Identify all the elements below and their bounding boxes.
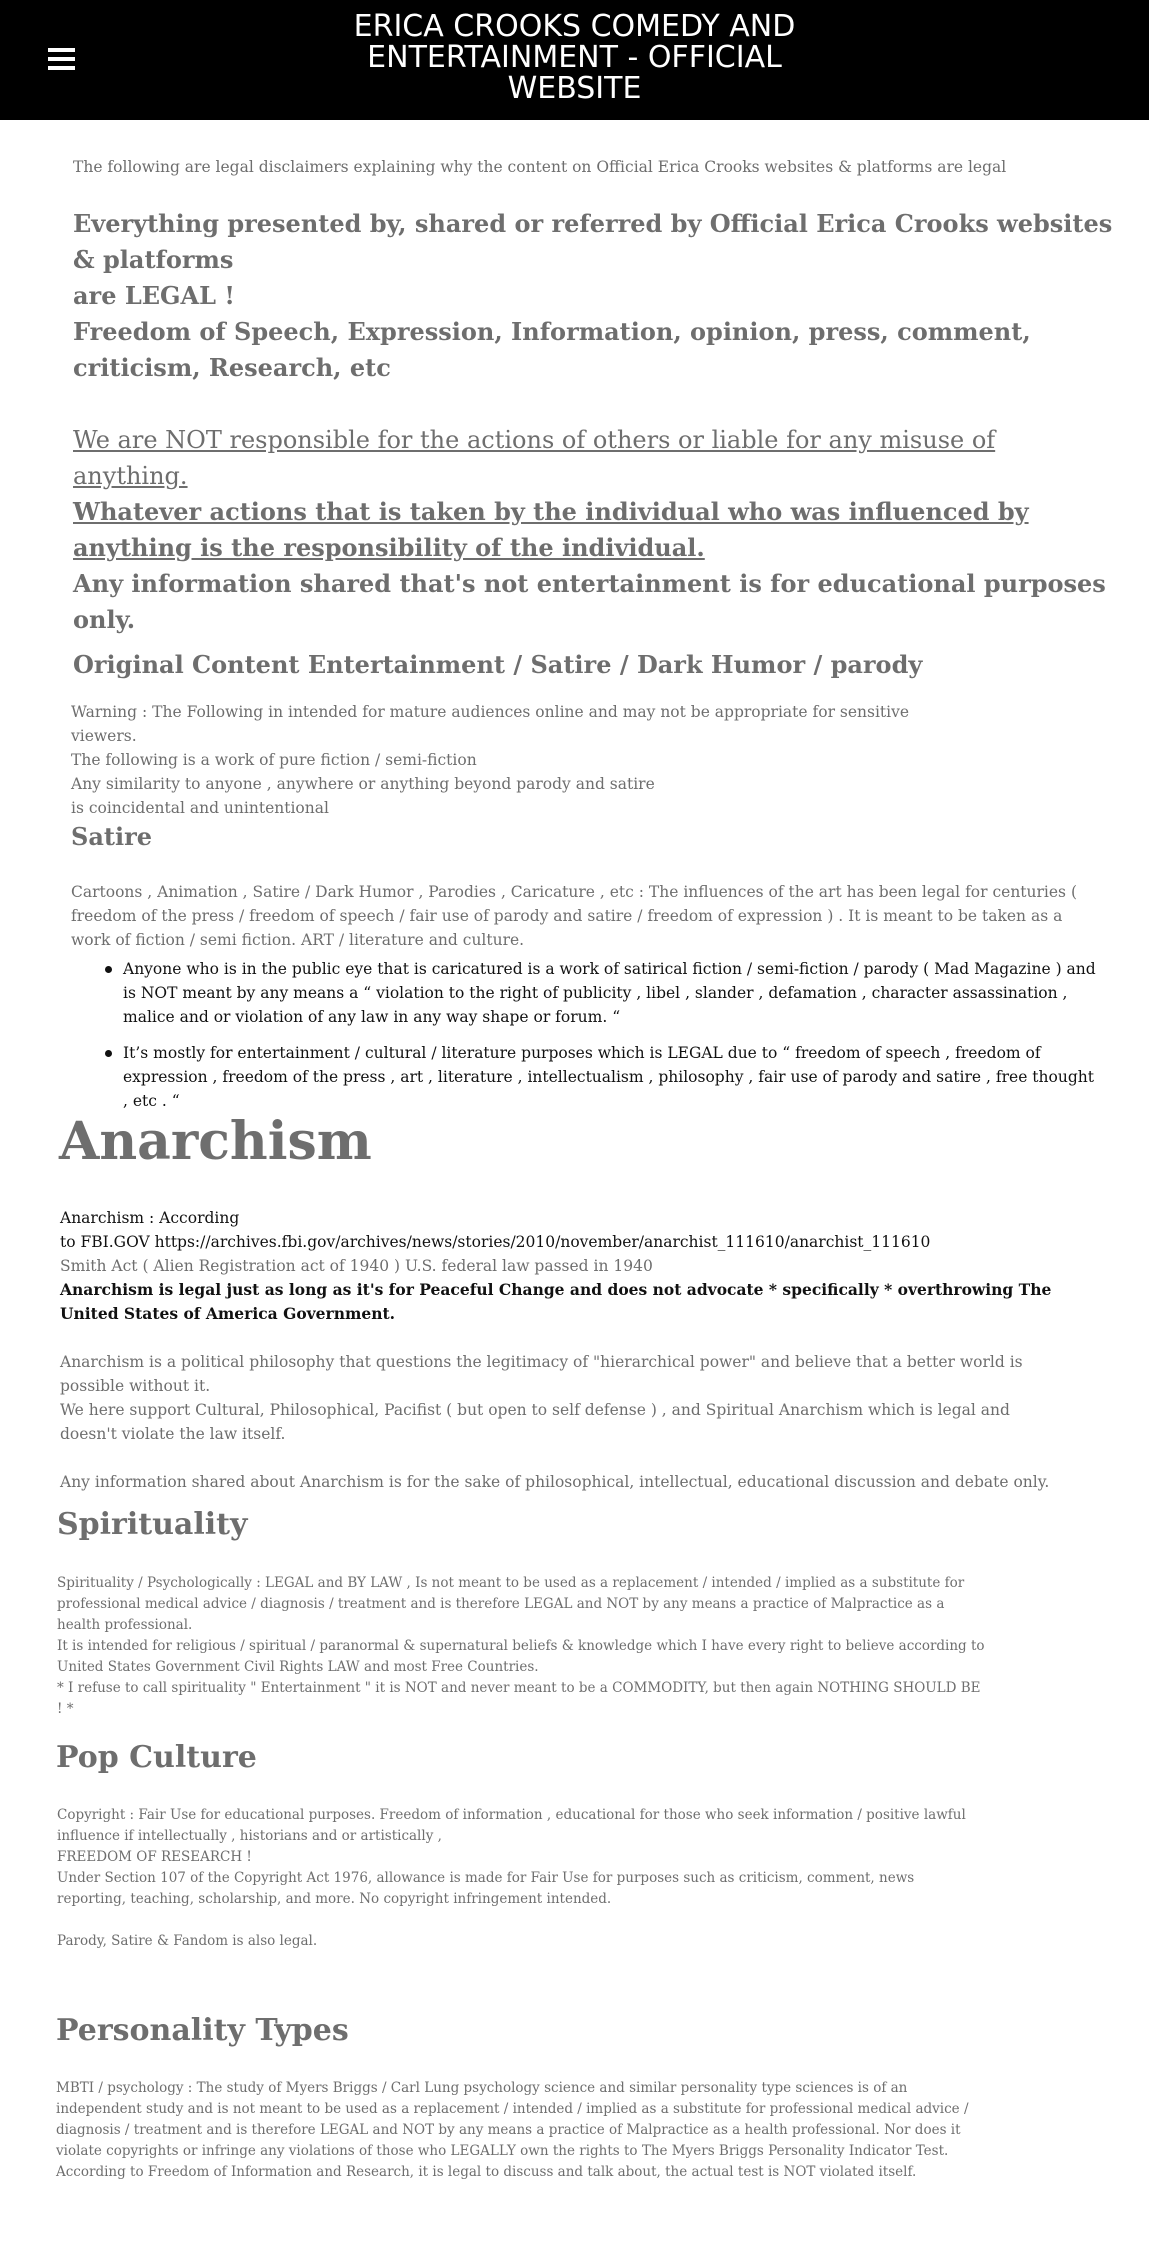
- list-item: It’s mostly for entertainment / cultural / literature purposes which is LEGAL due to “ freedom of speech , freedom of expression , freedom of the press , art , literature , intellectualism , philosophy , fair use of parody and satire , free thought , etc . “: [71, 1041, 1101, 1113]
- site-title[interactable]: ERICA CROOKS COMEDY AND ENTERTAINMENT - OFFICIAL WEBSITE: [353, 9, 796, 106]
- spirituality-paragraph: * I refuse to call spirituality " Entertainment " it is NOT and never meant to be a COMMODITY, but then again NOTHING SHOULD BE ! *: [57, 1680, 981, 1717]
- warning-line: Warning : The Following in intended for mature audiences online and may not be appropriate for sensitive viewers.: [71, 703, 910, 745]
- educational-line: Any information shared that's not entertainment is for educational purposes only.: [73, 569, 1106, 634]
- warning-line: Any similarity to anyone , anywhere or anything beyond parody and satire: [71, 775, 655, 793]
- anarchism-paragraph: Anarchism is a political philosophy that questions the legitimacy of "hierarchical power" and believe that a better world is possible without it.: [60, 1353, 1023, 1395]
- personality-paragraph: According to Freedom of Information and Research, it is legal to discuss and talk about, the actual test is NOT violated itself.: [56, 2164, 917, 2180]
- spirituality-heading: Spirituality: [57, 1507, 248, 1542]
- personality-body: [56, 2078, 986, 2183]
- legal-line-2: are LEGAL !: [73, 281, 235, 310]
- responsibility-line: Whatever actions that is taken by the individual who was influenced by anything is the responsibility of the individual.: [73, 497, 1029, 562]
- liability-line: We are NOT responsible for the actions of others or liable for any misuse of anything.: [73, 426, 996, 490]
- disclaimer-intro: The following are legal disclaimers explaining why the content on Official Erica Crooks websites & platforms are legal: [73, 158, 1007, 176]
- hamburger-icon[interactable]: [48, 48, 75, 70]
- pop-culture-paragraph: Copyright : Fair Use for educational purposes. Freedom of information , educational for those who seek information / positive lawful influence if intellectually , historians and or artistically ,: [57, 1807, 966, 1844]
- pop-culture-heading: Pop Culture: [56, 1740, 257, 1775]
- satire-body: Cartoons , Animation , Satire / Dark Humor , Parodies , Caricature , etc : The influences of the art has been legal for centuries ( freedom of the press / freedom of speech / fair use of parody and satire / freedom of expression ) . It is meant to be taken as a work of fiction / semi fiction. ART / literature and culture.: [71, 883, 1077, 949]
- pop-culture-paragraph: Under Section 107 of the Copyright Act 1976, allowance is made for Fair Use for purposes such as criticism, comment, news reporting, teaching, scholarship, and more. No copyright infringement intended.: [57, 1870, 915, 1907]
- pop-culture-paragraph: Parody, Satire & Fandom is also legal.: [57, 1933, 318, 1949]
- anarchism-paragraph: We here support Cultural, Philosophical, Pacifist ( but open to self defense ) , and Spiritual Anarchism which is legal and doesn't violate the law itself.: [60, 1401, 1010, 1443]
- pop-culture-body: [57, 1805, 987, 1952]
- anarchism-line: Smith Act ( Alien Registration act of 1940 ) U.S. federal law passed in 1940: [60, 1257, 653, 1275]
- fbi-link[interactable]: to FBI.GOV https://archives.fbi.gov/archives/news/stories/2010/november/anarchist_111610/anarchist_111610: [60, 1233, 931, 1251]
- mature-warning: [71, 700, 971, 820]
- spirituality-body: [57, 1573, 987, 1720]
- anarchism-paragraph: Any information shared about Anarchism is for the sake of philosophical, intellectual, educational discussion and debate only.: [60, 1473, 1050, 1491]
- entertainment-heading: Original Content Entertainment / Satire / Dark Humor / parody: [73, 650, 923, 679]
- satire-heading: Satire: [71, 822, 152, 851]
- legal-line-3: Freedom of Speech, Expression, Information, opinion, press, comment, criticism, Research, etc: [73, 317, 1031, 382]
- spirituality-paragraph: It is intended for religious / spiritual / paranormal & supernatural beliefs & knowledge which I have every right to believe according to United States Government Civil Rights LAW and most Free Countries.: [57, 1638, 985, 1675]
- site-header: [0, 0, 1149, 120]
- satire-bullets: [71, 957, 1101, 1125]
- anarchism-line: Anarchism : According: [60, 1209, 240, 1227]
- anarchism-heading: Anarchism: [59, 1111, 372, 1172]
- anarchism-legal-note: Anarchism is legal just as long as it's for Peaceful Change and does not advocate * specifically * overthrowing The United States of America Government.: [60, 1280, 1052, 1323]
- warning-line: is coincidental and unintentional: [71, 799, 329, 817]
- pop-culture-paragraph: FREEDOM OF RESEARCH !: [57, 1849, 252, 1865]
- personality-heading: Personality Types: [56, 2013, 349, 2048]
- warning-line: The following is a work of pure fiction / semi-fiction: [71, 751, 477, 769]
- legal-statement: [73, 206, 1113, 638]
- legal-line-1: Everything presented by, shared or referred by Official Erica Crooks websites & platforms: [73, 209, 1113, 274]
- list-item: Anyone who is in the public eye that is caricatured is a work of satirical fiction / semi-fiction / parody ( Mad Magazine ) and is NOT meant by any means a “ violation to the right of publicity , libel , slander , defamation , character assassination , malice and or violation of any law in any way shape or forum. “: [71, 957, 1101, 1029]
- personality-paragraph: MBTI / psychology : The study of Myers Briggs / Carl Lung psychology science and similar personality type sciences is of an independent study and is not meant to be used as a replacement / intended / implied as a substitute for professional medical advice / diagnosis / treatment and is therefore LEGAL and NOT by any means a practice of Malpractice as a health professional. Nor does it violate copyrights or infringe any violations of those who LEGALLY own the rights to The Myers Briggs Personality Indicator Test.: [56, 2080, 969, 2159]
- anarchism-body: [60, 1206, 1070, 1494]
- spirituality-paragraph: Spirituality / Psychologically : LEGAL and BY LAW , Is not meant to be used as a replacement / intended / implied as a substitute for professional medical advice / diagnosis / treatment and is therefore LEGAL and NOT by any means a practice of Malpractice as a health professional.: [57, 1575, 965, 1633]
